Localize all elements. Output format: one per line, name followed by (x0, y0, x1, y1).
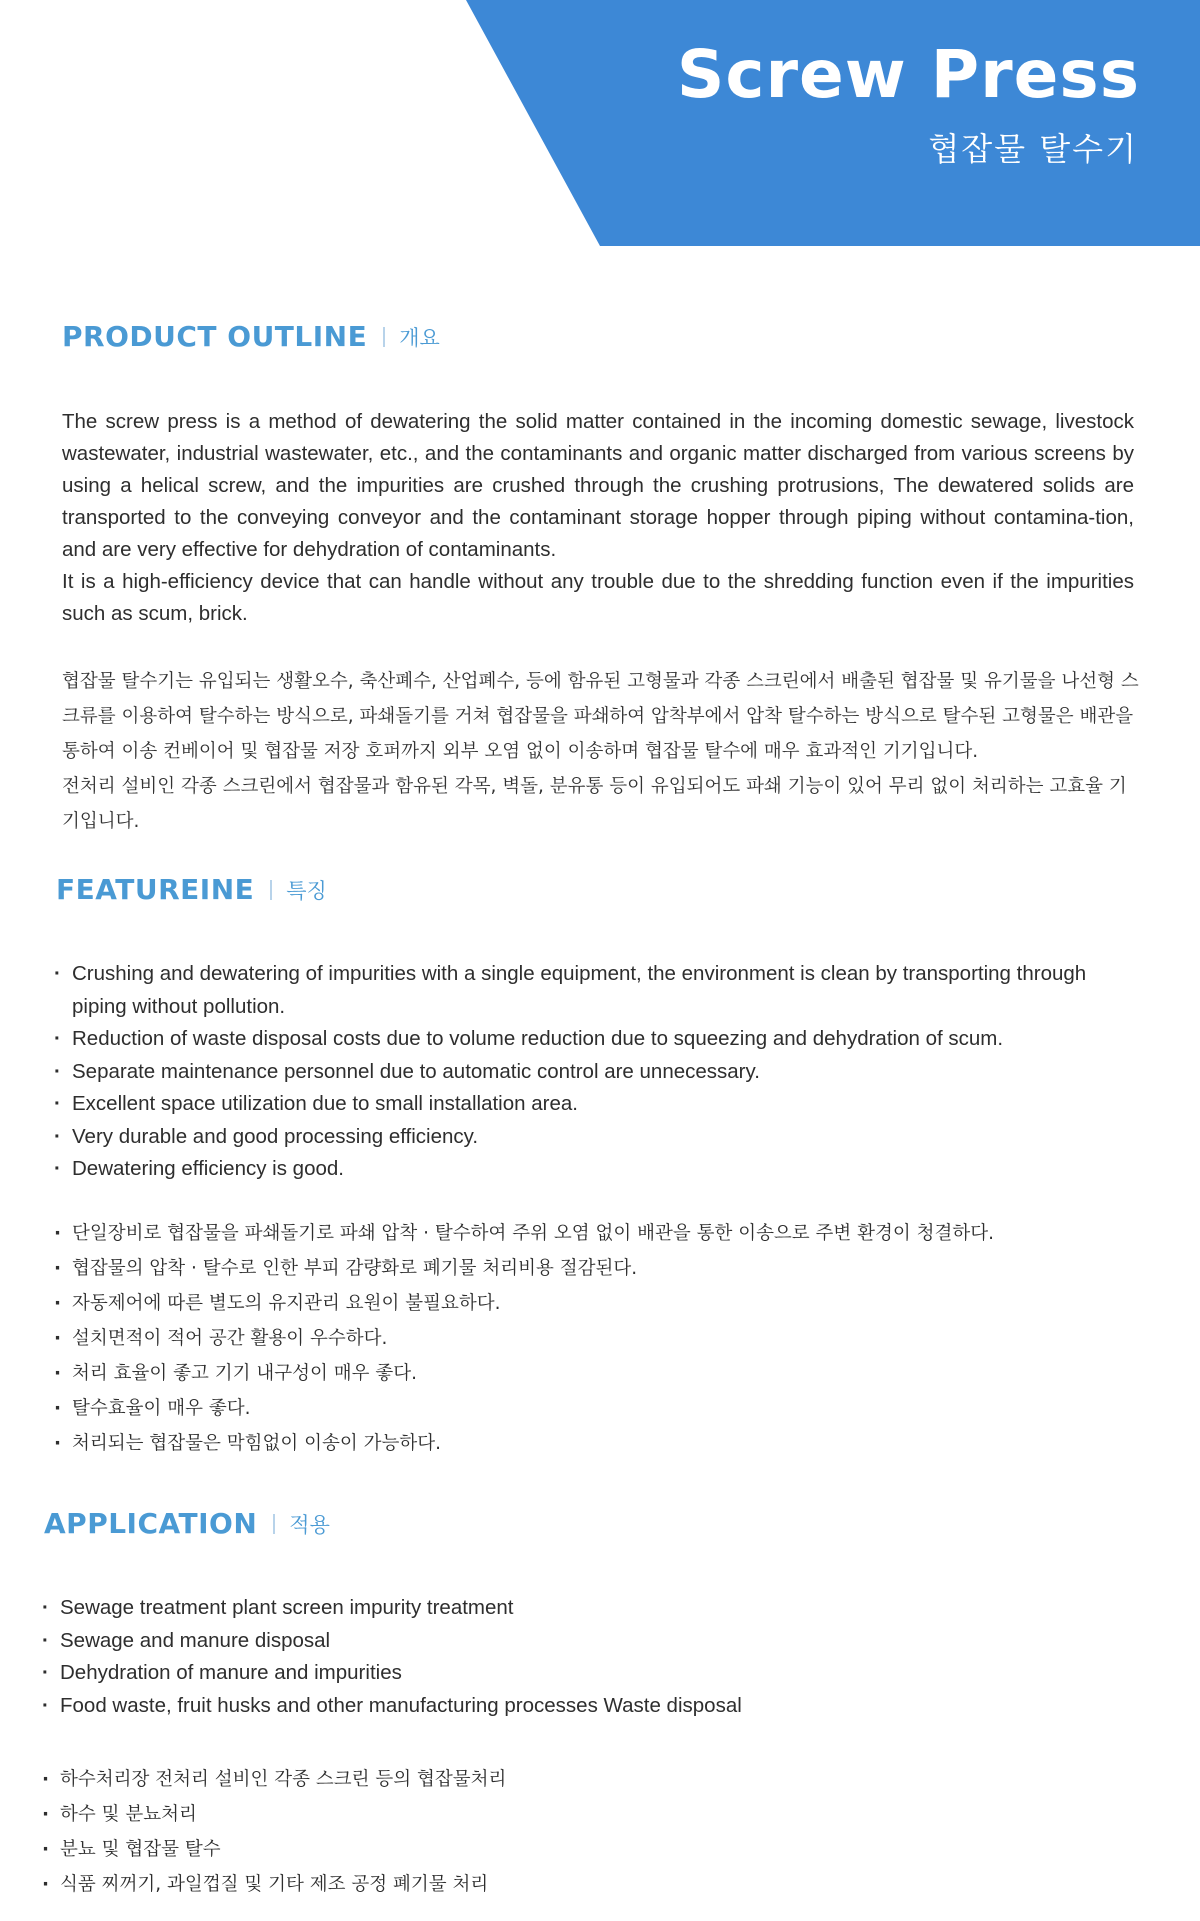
outline-paragraph-en-2: It is a high-efficiency device that can handle without any trouble due to the shredding function even if the impurities such as scum, brick. (62, 570, 1134, 625)
outline-paragraph-ko-1: 협잡물 탈수기는 유입되는 생활오수, 축산폐수, 산업폐수, 등에 함유된 고형물과 각종 스크린에서 배출된 협잡물 및 유기물을 나선형 스크류를 이용하여 탈수하는 방식으로, 파쇄돌기를 거쳐 협잡물을 파쇄하여 압착부에서 압착 탈수하는 방식으로 탈수된 고형물은 배관을 통하여 이송 컨베이어 및 협잡물 저장 호퍼까지 외부 오염 없이 이송하며 협잡물 탈수에 매우 효과적인 기기입니다. (62, 671, 1139, 762)
list-item: · Separate maintenance personnel due to automatic control are unnecessary. (54, 1056, 1136, 1089)
list-item: · Crushing and dewatering of impurities with a single equipment, the environment is clean by transporting through piping without pollution. (54, 958, 1136, 1023)
application-heading-en: APPLICATION (44, 1507, 258, 1540)
heading-divider (270, 880, 272, 900)
list-item: · Reduction of waste disposal costs due to volume reduction due to squeezing and dehydration of scum. (54, 1023, 1136, 1056)
list-item: · Excellent space utilization due to small installation area. (54, 1088, 1136, 1121)
page-subtitle: 협잡물 탈수기 (928, 130, 1138, 168)
features-list-ko (54, 1216, 1136, 1461)
list-item: · Dewatering efficiency is good. (54, 1153, 1136, 1186)
list-item: · 처리되는 협잡물은 막힘없이 이송이 가능하다. (54, 1426, 1136, 1461)
outline-paragraph-ko-2: 전처리 설비인 각종 스크린에서 협잡물과 함유된 각목, 벽돌, 분유통 등이 유입되어도 파쇄 기능이 있어 무리 없이 처리하는 고효율 기기입니다. (62, 776, 1127, 832)
page-title: Screw Press (676, 36, 1140, 113)
outline-heading (62, 320, 440, 353)
application-list-en (42, 1592, 1132, 1722)
list-item: · Sewage and manure disposal (42, 1625, 1132, 1658)
features-heading (56, 873, 327, 906)
list-item: · 탈수효율이 매우 좋다. (54, 1391, 1136, 1426)
outline-paragraph-en-1: The screw press is a method of dewatering the solid matter contained in the incoming domestic sewage, livestock wastewater, industrial wastewater, etc., and the contaminants and organic matter discharged from various screens by using a helical screw, and the impurities are crushed through the crushing protrusions, The dewatered solids are transported to the conveying conveyor and the contaminant storage hopper through piping without contamina-tion, and are very effective for dehydration of contaminants. (62, 410, 1134, 561)
heading-divider (273, 1514, 275, 1534)
list-item: · 협잡물의 압착 · 탈수로 인한 부피 감량화로 폐기물 처리비용 절감된다. (54, 1251, 1136, 1286)
list-item: · 분뇨 및 협잡물 탈수 (42, 1832, 1132, 1867)
application-list-ko (42, 1762, 1132, 1902)
features-heading-en: FEATUREINE (56, 873, 255, 906)
list-item: · Food waste, fruit husks and other manufacturing processes Waste disposal (42, 1690, 1132, 1723)
list-item: · Dehydration of manure and impurities (42, 1657, 1132, 1690)
application-heading-ko: 적용 (289, 1512, 330, 1537)
list-item: · 하수처리장 전처리 설비인 각종 스크린 등의 협잡물처리 (42, 1762, 1132, 1797)
outline-heading-en: PRODUCT OUTLINE (62, 320, 368, 353)
list-item: · Sewage treatment plant screen impurity treatment (42, 1592, 1132, 1625)
list-item: · 자동제어에 따른 별도의 유지관리 요원이 불필요하다. (54, 1286, 1136, 1321)
application-heading (44, 1507, 330, 1540)
heading-divider (383, 327, 385, 347)
list-item: · 처리 효율이 좋고 기기 내구성이 매우 좋다. (54, 1356, 1136, 1391)
features-heading-ko: 특징 (286, 878, 327, 903)
list-item: · 하수 및 분뇨처리 (42, 1797, 1132, 1832)
list-item: · 식품 찌꺼기, 과일껍질 및 기타 제조 공정 폐기물 처리 (42, 1867, 1132, 1902)
list-item: · Very durable and good processing efficiency. (54, 1121, 1136, 1154)
list-item: · 단일장비로 협잡물을 파쇄돌기로 파쇄 압착 · 탈수하여 주위 오염 없이 배관을 통한 이송으로 주변 환경이 청결하다. (54, 1216, 1136, 1251)
list-item: · 설치면적이 적어 공간 활용이 우수하다. (54, 1321, 1136, 1356)
header-banner (0, 0, 1200, 246)
features-list-en (54, 958, 1136, 1186)
outline-heading-ko: 개요 (399, 325, 440, 350)
